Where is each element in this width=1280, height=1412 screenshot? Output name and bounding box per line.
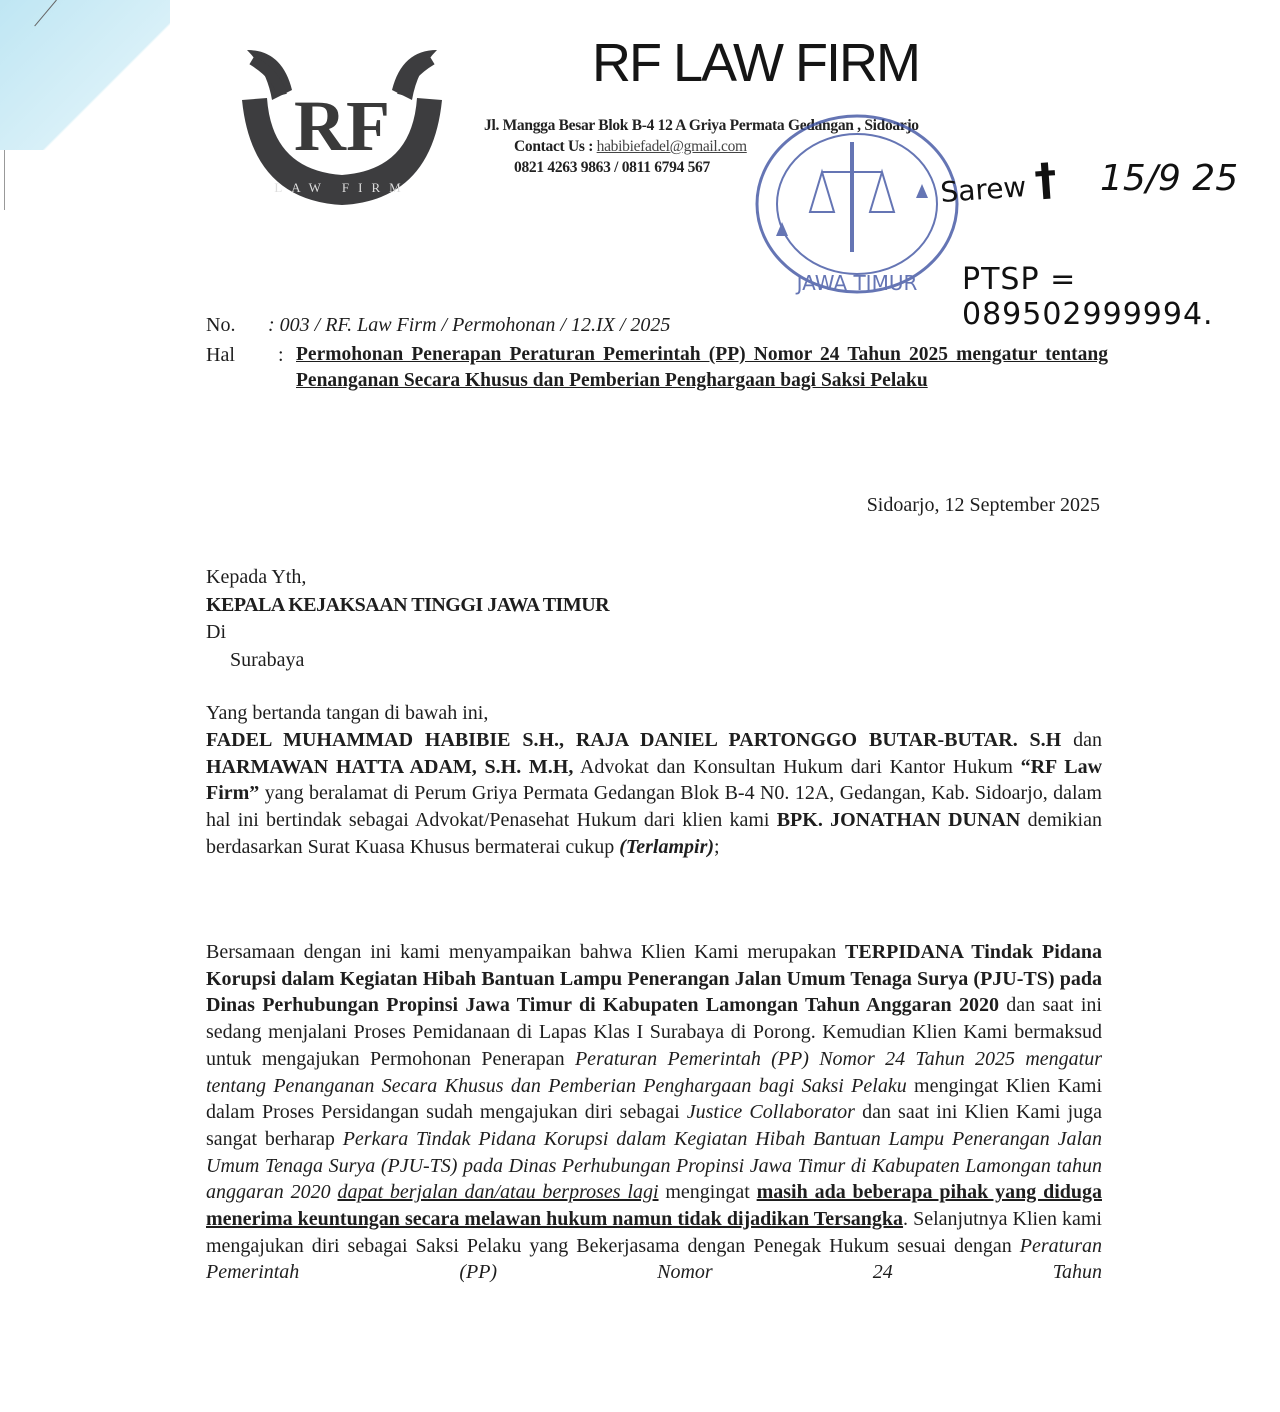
salutation: Kepada Yth, — [206, 566, 307, 588]
handwritten-received-note: Sarew † — [939, 153, 1059, 210]
page-edge-line — [4, 150, 5, 210]
svg-text:RF: RF — [294, 86, 390, 166]
letter-number: : 003 / RF. Law Firm / Permohonan / 12.IX / 2025 — [268, 314, 671, 336]
paragraph-2: Bersamaan dengan ini kami menyampaikan bahwa Klien Kami merupakan TERPIDANA Tindak Pidana Korupsi dalam Kegiatan Hibah Bantuan Lampu Penerangan Jalan Umum Tenaga Surya (PJU-TS) pada Dinas Perhubungan Propinsi Jawa Timur di Kabupaten Lamongan Tahun Anggaran 2020 dan saat ini sedang menjalani Proses Pemidanaan di Lapas Klas I Surabaya di Porong. Kemudian Klien Kami bermaksud untuk mengajukan Permohonan Penerapan Peraturan Pemerintah (PP) Nomor 24 Tahun 2025 mengatur tentang Penanganan Secara Khusus dan Pemberian Penghargaan bagi Saksi Pelaku mengingat Klien Kami dalam Proses Persidangan sudah mengajukan diri sebagai Justice Collaborator dan saat ini Klien Kami juga sangat berharap Perkara Tindak Pidana Korupsi dalam Kegiatan Hibah Bantuan Lampu Penerangan Jalan Umum Tenaga Surya (PJU-TS) pada Dinas Perhubungan Propinsi Jawa Timur di Kabupaten Lamongan tahun anggaran 2020 dapat berjalan dan/atau berproses lagi mengingat masih ada beberapa pihak yang diduga menerima keuntungan secara melawan hukum namun tidak dijadikan Tersangka. Selanjutnya Klien kami mengajukan diri sebagai Saksi Pelaku yang Bekerjasama dengan Penegak Hukum sesuai dengan Peraturan Pemerintah (PP) Nomor 24 Tahun — [206, 941, 1103, 1284]
phone-numbers: 0821 4263 9863 / 0811 6794 567 — [514, 159, 710, 176]
hal-label: Hal — [206, 344, 235, 366]
email-link[interactable]: habibiefadel@gmail.com — [596, 138, 747, 155]
subject-text: Permohonan Penerapan Peraturan Pemerintah (PP) Nomor 24 Tahun 2025 mengatur tentang Penanganan Secara Khusus dan Pemberian Penghargaan bagi Saksi Pelaku — [296, 344, 1108, 391]
recipient-name: KEPALA KEJAKSAAN TINGGI JAWA TIMUR — [206, 593, 610, 616]
recipient-city: Surabaya — [230, 648, 305, 671]
letter-number-row — [206, 312, 670, 338]
firm-name: RF LAW FIRM — [592, 33, 919, 93]
rf-law-firm-logo-icon — [222, 20, 462, 210]
firm-address: Jl. Mangga Besar Blok B-4 12 A Griya Permata Gedangan , Sidoarjo — [484, 117, 919, 134]
svg-text:LAW FIRM: LAW FIRM — [274, 180, 410, 195]
recipient-block — [206, 564, 609, 674]
handwritten-ptsp-number: PTSP = 089502999994. — [962, 262, 1214, 332]
subject-row: Hal : Permohonan Penerapan Peraturan Pemerintah (PP) Nomor 24 Tahun 2025 mengatur tentang Penanganan Secara Khusus dan Pemberian Penghargaan bagi Saksi Pelaku — [206, 342, 278, 368]
svg-text:JAWA TIMUR: JAWA TIMUR — [796, 271, 918, 295]
contact-line — [514, 137, 747, 157]
place-date: Sidoarjo, 12 September 2025 — [866, 494, 1100, 516]
intro-line: Yang bertanda tangan di bawah ini, — [206, 702, 489, 724]
paragraph-1: FADEL MUHAMMAD HABIBIE S.H., RAJA DANIEL PARTONGGO BUTAR-BUTAR. S.H dan HARMAWAN HATTA ADAM, S.H. M.H, Advokat dan Konsultan Hukum dari Kantor Hukum “RF Law Firm” yang beralamat di Perum Griya Permata Gedangan Blok B-4 N0. 12A, Gedangan, Kab. Sidoarjo, dalam hal ini bertindak sebagai Advokat/Penasehat Hukum dari klien kami BPK. JONATHAN DUNAN demikian berdasarkan Surat Kuasa Khusus bermaterai cukup (Terlampir); — [206, 729, 1103, 858]
contact-label: Contact Us : — [514, 138, 594, 155]
handwritten-date: 15/9 25 — [1100, 158, 1239, 199]
client-name: BPK. JONATHAN DUNAN — [776, 809, 1021, 832]
page-fold-corner — [0, 0, 170, 150]
no-label: No. — [206, 314, 236, 336]
recipient-di: Di — [206, 621, 226, 643]
